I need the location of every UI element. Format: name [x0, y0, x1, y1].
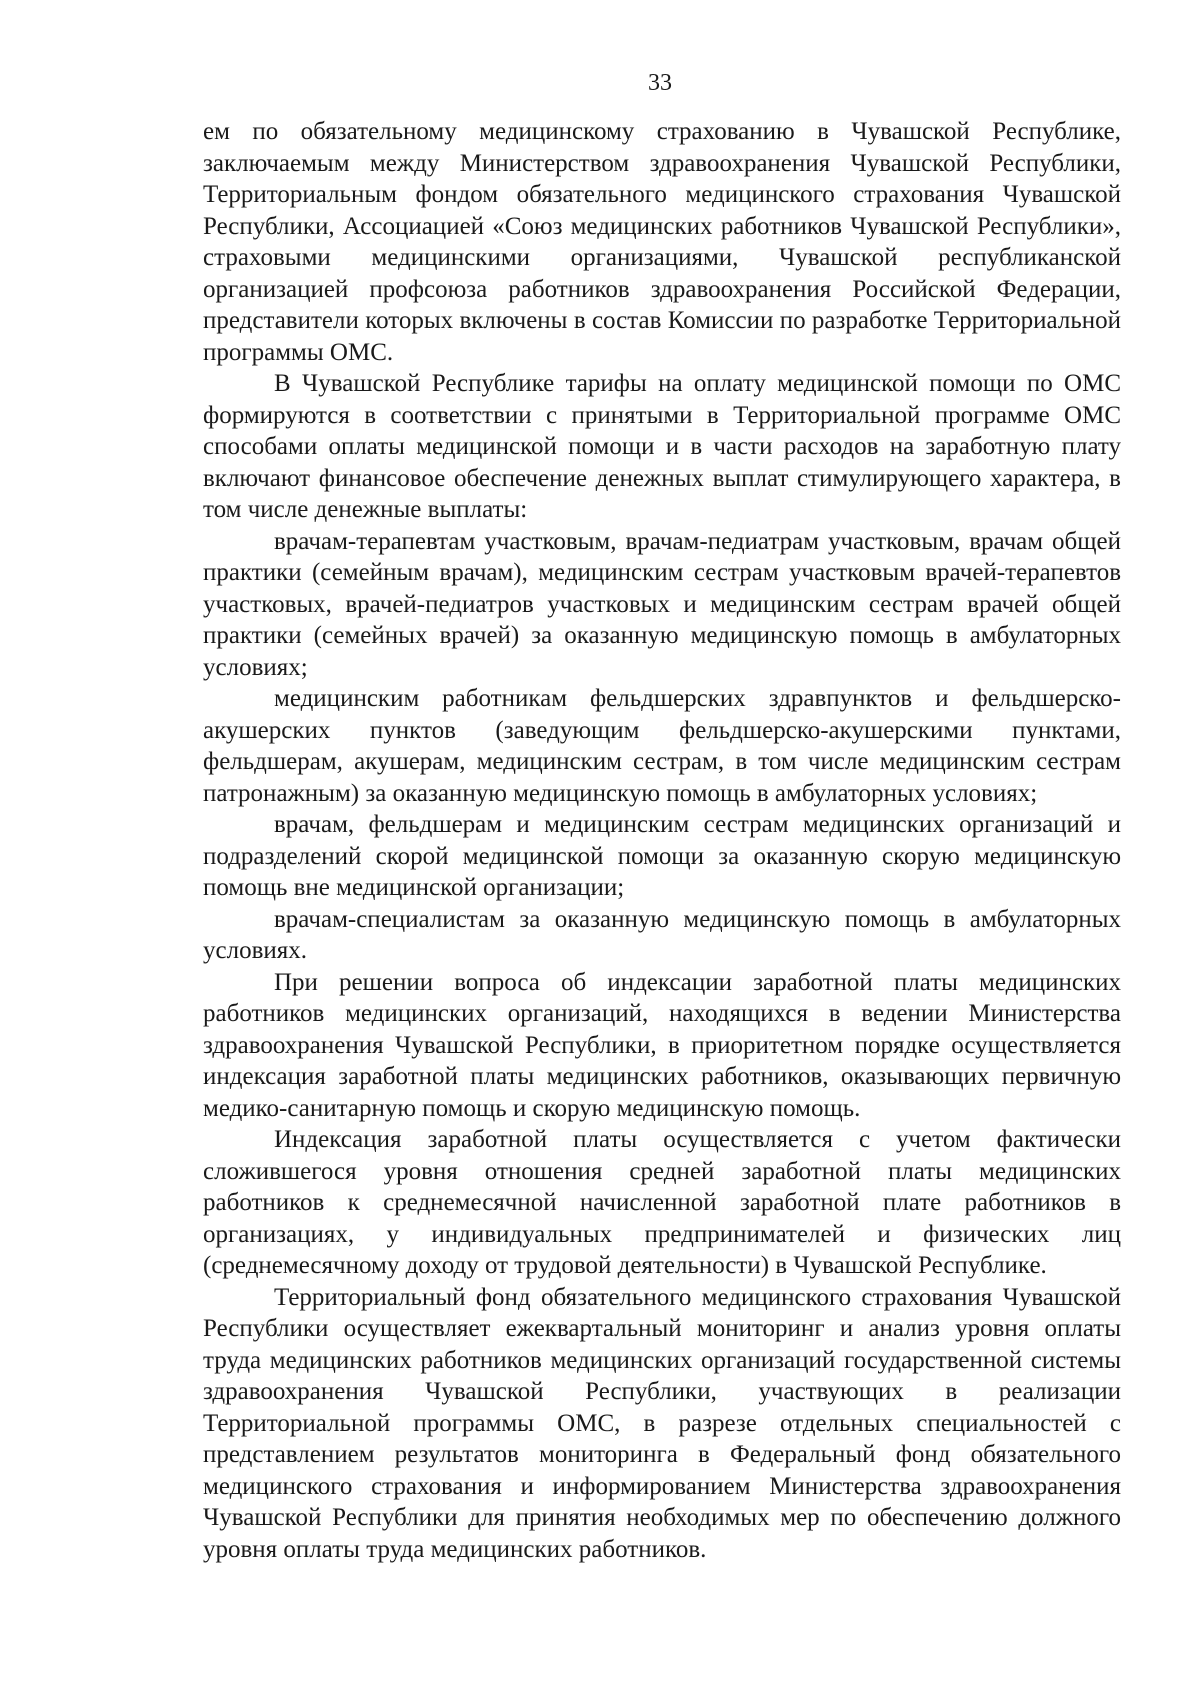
paragraph: Территориальный фонд обязательного медицинского страхования Чувашской Республики осуществляет ежеквартальный мониторинг и анализ уровня оплаты труда медицинских работников медицинских организаций государственной системы здравоохранения Чувашской Республики, участвующих в реализации Территориальной программы ОМС, в разрезе отдельных специальностей с представлением результатов мониторинга в Федеральный фонд обязательного медицинского страхования и информированием Министерства здравоохранения Чувашской Республики для принятия необходимых мер по обеспечению должного уровня оплаты труда медицинских работников.: [203, 1283, 1121, 1563]
paragraph: врачам-терапевтам участковым, врачам-педиатрам участковым, врачам общей практики (семейным врачам), медицинским сестрам участковым врачей-терапевтов участковых, врачей-педиатров участковых и медицинским сестрам врачей общей практики (семейных врачей) за оказанную медицинскую помощь в амбулаторных условиях;: [203, 527, 1121, 681]
paragraph: врачам, фельдшерам и медицинским сестрам медицинских организаций и подразделений скорой медицинской помощи за оказанную скорую медицинскую помощь вне медицинской организации;: [203, 811, 1121, 901]
paragraph: врачам-специалистам за оказанную медицинскую помощь в амбулаторных условиях.: [203, 905, 1121, 964]
paragraph: В Чувашской Республике тарифы на оплату медицинской помощи по ОМС формируются в соответствии с принятыми в Территориальной программе ОМС способами оплаты медицинской помощи и в части расходов на заработную плату включают финансовое обеспечение денежных выплат стимулирующего характера, в том числе денежные выплаты:: [203, 370, 1121, 523]
paragraph: медицинским работникам фельдшерских здравпунктов и фельдшерско-акушерских пунктов (заведующим фельдшерско-акушерскими пунктами, фельдшерам, акушерам, медицинским сестрам, в том числе медицинским сестрам патронажным) за оказанную медицинскую помощь в амбулаторных условиях;: [203, 685, 1121, 807]
paragraph: При решении вопроса об индексации заработной платы медицинских работников медицинских организаций, находящихся в ведении Министерства здравоохранения Чувашской Республики, в приоритетном порядке осуществляется индексация заработной платы медицинских работников, оказывающих первичную медико-санитарную помощь и скорую медицинскую помощь.: [203, 968, 1121, 1122]
paragraph: ем по обязательному медицинскому страхованию в Чувашской Республике, заключаемым между Министерством здравоохранения Чувашской Республики, Территориальным фондом обязательного медицинского страхования Чувашской Республики, Ассоциацией «Союз медицинских работников Чувашской Республики», страховыми медицинскими организациями, Чувашской республиканской организацией профсоюза работников здравоохранения Российской Федерации, представители которых включены в состав Комиссии по разработке Территориальной программы ОМС.: [203, 118, 1121, 366]
paragraph: Индексация заработной платы осуществляется с учетом фактически сложившегося уровня отношения средней заработной платы медицинских работников к среднемесячной начисленной заработной плате работников в организациях, у индивидуальных предпринимателей и физических лиц (среднемесячному доходу от трудовой деятельности) в Чувашской Республике.: [203, 1126, 1121, 1279]
document-body: [203, 116, 1121, 1565]
page-number: 33: [648, 70, 672, 96]
